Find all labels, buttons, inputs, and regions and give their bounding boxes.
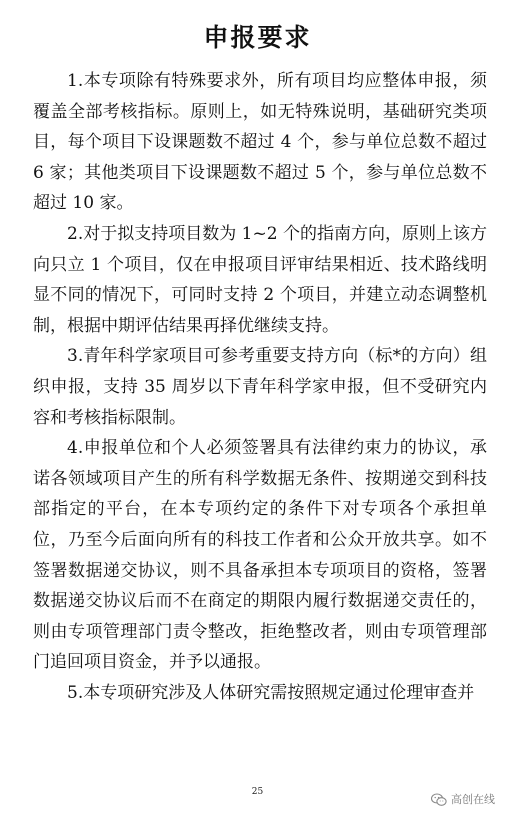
watermark-text: 高创在线 — [451, 793, 495, 806]
document-body — [33, 66, 487, 708]
paragraph-3: 3.青年科学家项目可参考重要支持方向（标*的方向）组织申报，支持 35 周岁以下青年科学家申报，但不受研究内容和考核指标限制。 — [33, 346, 487, 428]
wechat-icon — [431, 793, 447, 807]
paragraph-1: 1.本专项除有特殊要求外，所有项目均应整体申报，须覆盖全部考核指标。原则上，如无特殊说明，基础研究类项目，每个项目下设课题数不超过 4 个，参与单位总数不超过 6 家；其他类项目下设课题数不超过 5 个，参与单位总数不超过 10 家。 — [33, 71, 487, 214]
page-title: 申报要求 — [203, 23, 312, 52]
paragraph-5: 5.本专项研究涉及人体研究需按照规定通过伦理审查并 — [67, 682, 475, 703]
paragraph-2: 2.对于拟支持项目数为 1~2 个的指南方向，原则上该方向只立 1 个项目，仅在申报项目评审结果相近、技术路线明显不同的情况下，可同时支持 2 个项目，并建立动态调整机制，根据中期评估结果再择优继续支持。 — [33, 223, 487, 336]
paragraph-4: 4.申报单位和个人必须签署具有法律约束力的协议，承诺各领域项目产生的所有科学数据无条件、按期递交到科技部指定的平台，在本专项约定的条件下对专项各个承担单位，乃至今后面向所有的科技工作者和公众开放共享。如不签署数据递交协议，则不具备承担本专项项目的资格，签署数据递交协议后而不在商定的期限内履行数据递交责任的，则由专项管理部门责令整改，拒绝整改者，则由专项管理部门追回项目资金，并予以通报。 — [33, 438, 487, 673]
page-number: 25 — [251, 787, 264, 797]
watermark — [431, 792, 495, 808]
